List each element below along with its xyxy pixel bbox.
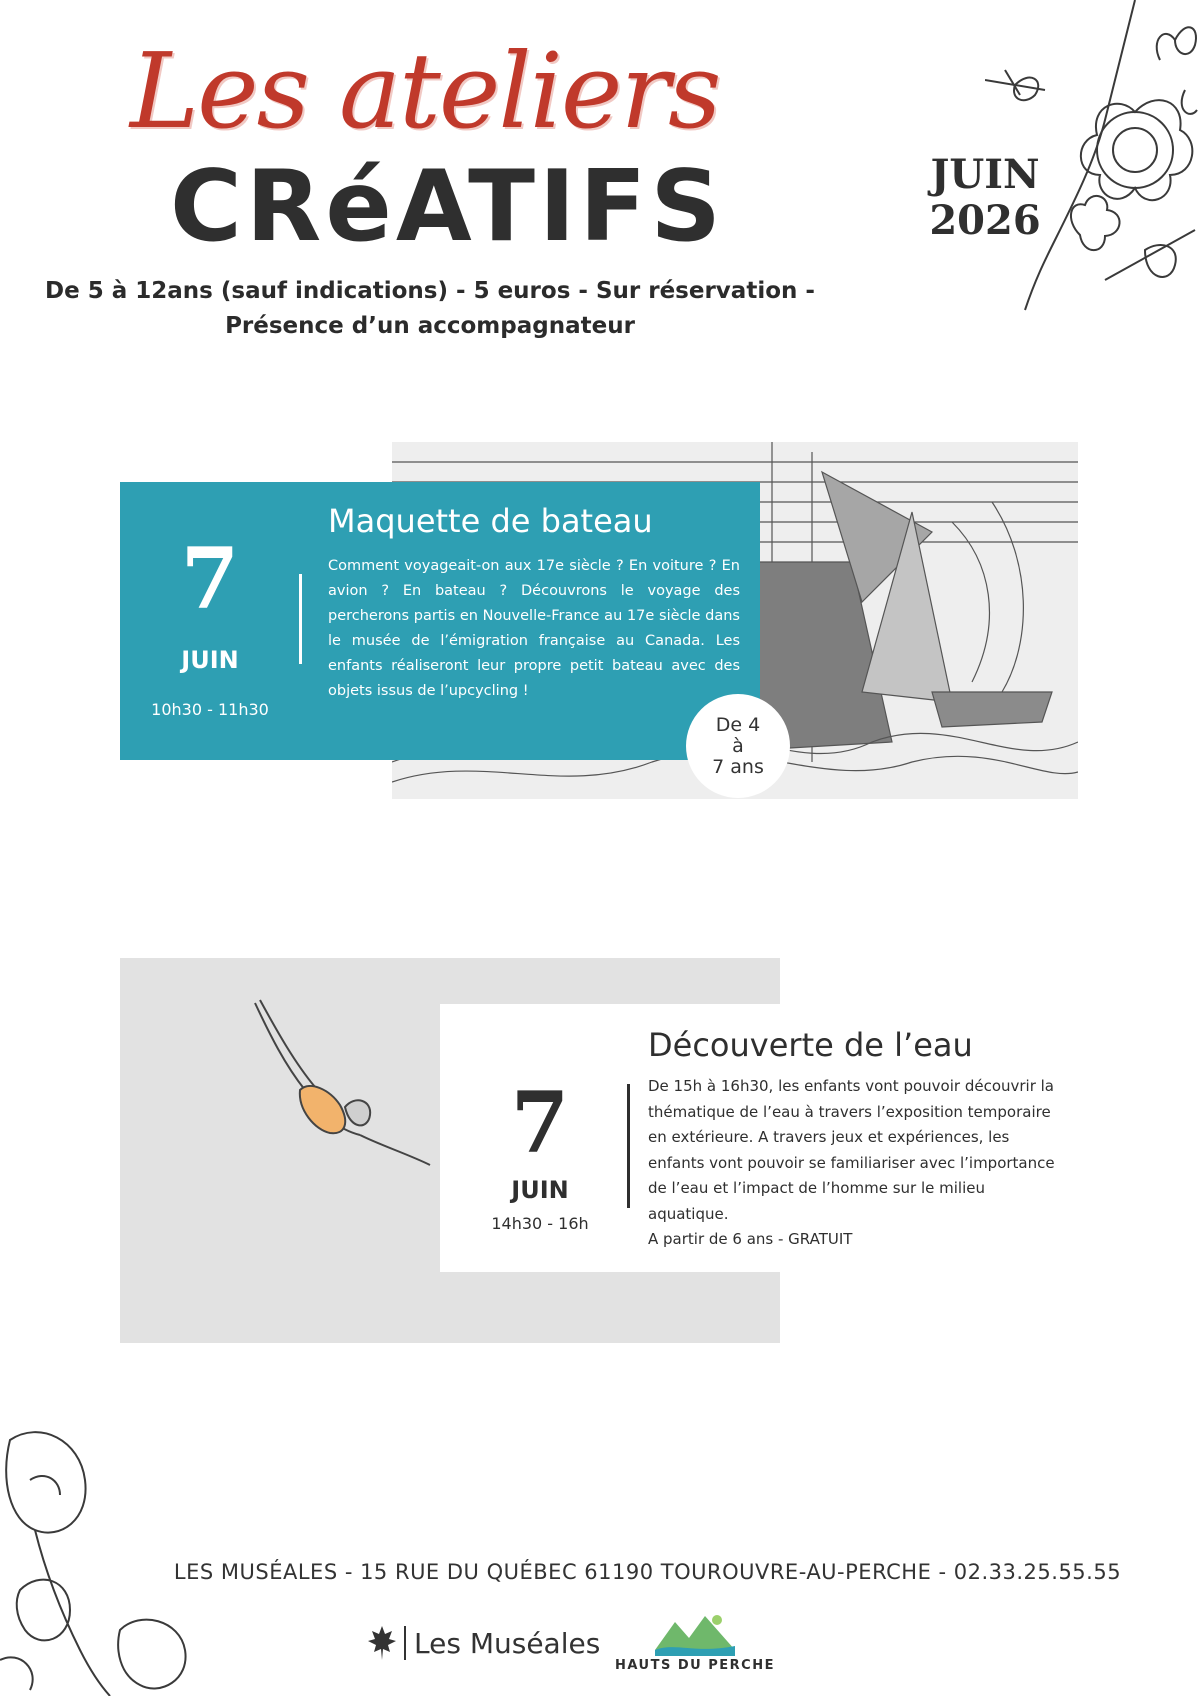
event-1-time: 10h30 - 11h30	[151, 700, 269, 719]
event-1-month: JUIN	[181, 646, 239, 674]
subtitle-line-2: Présence d’un accompagnateur	[225, 313, 635, 339]
age-badge-line-1: De 4	[715, 713, 761, 736]
logo-hauts-du-perche	[610, 1610, 780, 1680]
title-script: Les ateliers	[130, 30, 720, 152]
event-1-title: Maquette de bateau	[328, 502, 653, 540]
header-month: JUIN	[930, 151, 1040, 198]
event-card-2	[440, 1004, 1080, 1272]
event-1-description: Comment voyageait-on aux 17e siècle ? En voiture ? En avion ? En bateau ? Découvrons le voyage des percherons partis en Nouvelle-France au 17e siècle dans le musée de l’émigration française au Canada. Les enfants réaliseront leur propre petit bateau avec des objets issus de l’upcycling !	[328, 558, 740, 699]
mountain-logo-icon	[655, 1610, 735, 1656]
month-year-block	[905, 152, 1065, 244]
footer-address: LES MUSÉALES - 15 RUE DU QUÉBEC 61190 TOUROUVRE-AU-PERCHE - 02.33.25.55.55	[173, 1560, 1122, 1584]
age-badge-line-3: 7 ans	[712, 755, 764, 778]
event-1-day: 7	[180, 529, 240, 628]
event-card-1	[120, 482, 760, 760]
logo-les-museales-text: Les Muséales	[414, 1626, 601, 1660]
floral-decoration-icon	[0, 1420, 200, 1696]
event-2-description	[648, 1074, 1068, 1253]
header-year: 2026	[929, 197, 1041, 244]
age-badge	[686, 694, 790, 798]
diver-icon	[250, 995, 440, 1175]
age-badge-line-2: à	[732, 734, 744, 757]
event-2-pricing: A partir de 6 ans - GRATUIT	[648, 1230, 853, 1248]
logo-hauts-du-perche-text: HAUTS DU PERCHE	[615, 1658, 775, 1673]
event-2-divider	[627, 1084, 630, 1208]
title-bold: CRéATIFS	[170, 150, 725, 264]
event-2-month: JUIN	[511, 1176, 569, 1204]
subtitle-line-1: De 5 à 12ans (sauf indications) - 5 euros - Sur réservation -	[45, 278, 815, 304]
logo-les-museales	[368, 1620, 600, 1666]
event-2-time: 14h30 - 16h	[491, 1214, 589, 1233]
event-2-description-text: De 15h à 16h30, les enfants vont pouvoir découvrir la thématique de l’eau à travers l’exposition temporaire en extérieure. A travers jeux et expériences, les enfants vont pouvoir se familiariser avec l’importance de l’eau et l’impact de l’homme sur le milieu aquatique.	[648, 1077, 1055, 1223]
event-2-day: 7	[510, 1073, 570, 1172]
event-2-title: Découverte de l’eau	[648, 1026, 973, 1064]
logo-separator	[404, 1626, 406, 1660]
maple-leaf-icon	[368, 1626, 396, 1660]
event-1-divider	[299, 574, 302, 664]
